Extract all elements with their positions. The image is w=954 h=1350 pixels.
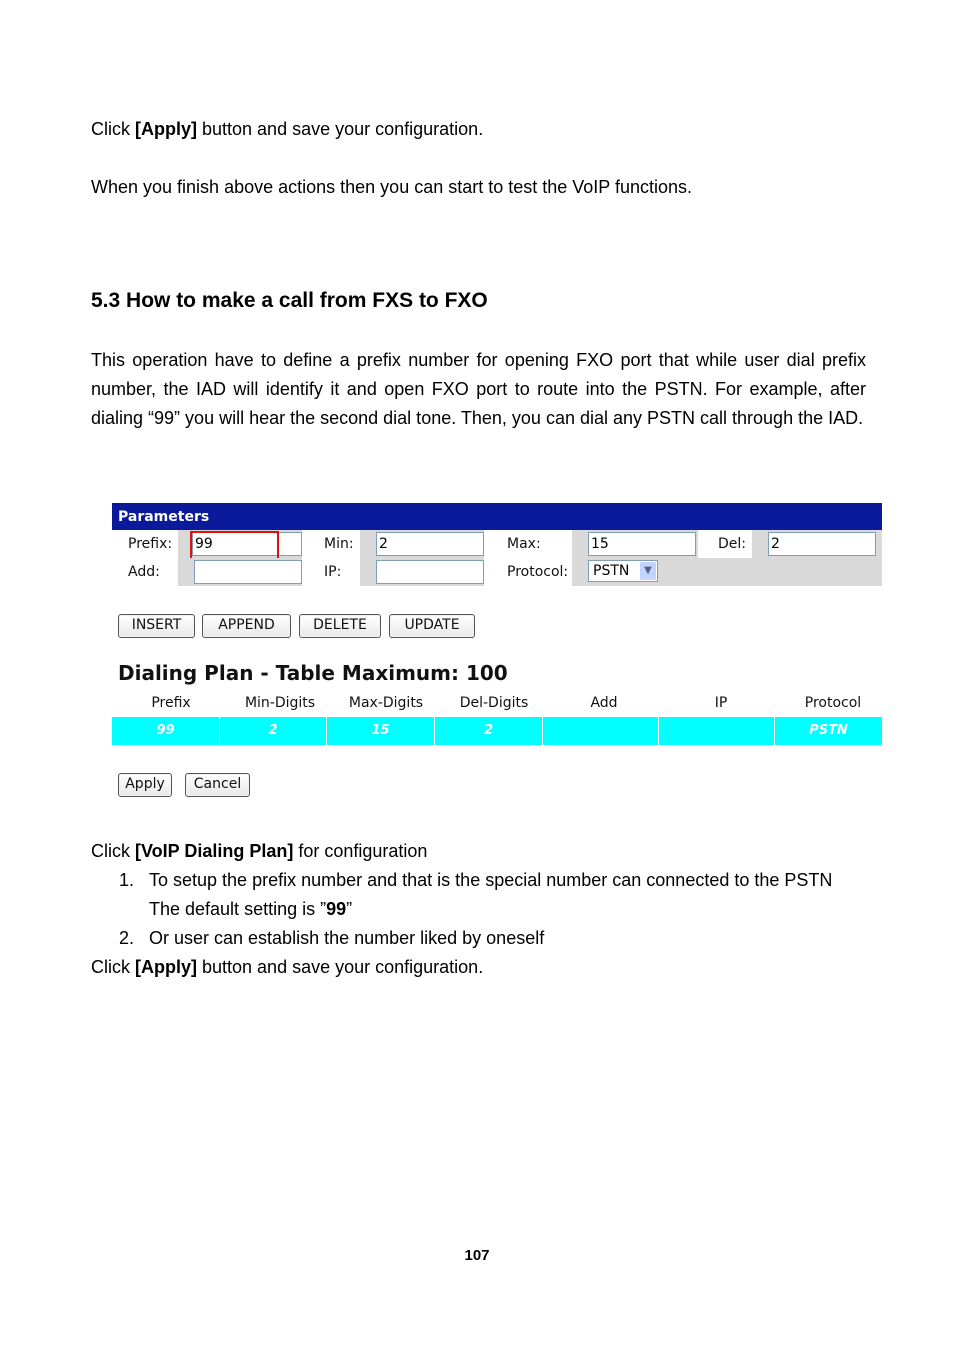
list-number: 1. <box>119 870 135 890</box>
column-header-max-digits: Max-Digits <box>348 695 424 711</box>
text: Click <box>91 841 135 861</box>
update-button[interactable]: UPDATE <box>389 614 475 638</box>
table-row[interactable] <box>112 717 882 745</box>
apply-instruction-2 <box>91 953 866 982</box>
protocol-selected-value: PSTN <box>593 563 630 579</box>
max-label: Max: <box>507 536 541 552</box>
step-text: To setup the prefix number and that is the special number can connected to the PSTN <box>149 870 833 890</box>
add-label: Add: <box>128 564 160 580</box>
append-button[interactable]: APPEND <box>202 614 291 638</box>
parameters-row-1 <box>112 530 882 558</box>
text: button and save your configuration. <box>197 957 484 977</box>
column-header-min-digits: Min-Digits <box>244 695 316 711</box>
apply-reference: [Apply] <box>135 119 197 139</box>
list-number: 2. <box>119 928 135 948</box>
apply-button[interactable]: Apply <box>118 773 172 797</box>
protocol-select[interactable] <box>588 560 658 582</box>
list-item <box>91 924 871 953</box>
cell-add <box>543 717 659 745</box>
min-label: Min: <box>324 536 354 552</box>
voip-dialing-plan-screenshot <box>112 503 882 803</box>
column-header-add: Add <box>590 695 618 711</box>
max-input[interactable]: 15 <box>588 532 696 556</box>
column-header-prefix: Prefix <box>151 695 191 711</box>
prefix-label: Prefix: <box>128 536 173 552</box>
del-input[interactable]: 2 <box>768 532 876 556</box>
insert-button[interactable]: INSERT <box>118 614 195 638</box>
apply-instruction <box>91 115 866 144</box>
cancel-button[interactable]: Cancel <box>185 773 250 797</box>
parameters-row-2 <box>112 558 882 586</box>
column-header-del-digits: Del-Digits <box>459 695 529 711</box>
add-input[interactable] <box>194 560 302 584</box>
section-heading: 5.3 How to make a call from FXS to FXO <box>91 289 488 312</box>
cell-prefix: 99 <box>112 717 220 745</box>
step-text: Or user can establish the number liked by oneself <box>149 928 545 948</box>
text: Click <box>91 957 135 977</box>
section-body: This operation have to define a prefix number for opening FXO port that while user dial prefix number, the IAD will identify it and open FXO port to route into the PSTN. For example, after dialing “99” you will hear the second dial tone. Then, you can dial any PSTN call through the IAD. <box>91 350 866 428</box>
prefix-input[interactable]: 99 <box>192 532 302 556</box>
ip-input[interactable] <box>376 560 484 584</box>
list-item <box>91 866 871 924</box>
parameters-header: Parameters <box>112 503 882 530</box>
cell-protocol: PSTN <box>809 723 848 738</box>
finish-text: When you finish above actions then you can start to test the VoIP functions. <box>91 177 693 197</box>
protocol-label: Protocol: <box>507 564 569 580</box>
page-number: 107 <box>464 1247 490 1264</box>
apply-reference: [Apply] <box>135 957 197 977</box>
column-header-protocol: Protocol <box>804 695 862 711</box>
column-header-ip: IP <box>714 695 728 711</box>
dialing-plan-title: Dialing Plan - Table Maximum: 100 <box>118 661 508 685</box>
cell-min-digits: 2 <box>220 717 327 745</box>
default-value: 99 <box>326 899 347 919</box>
step-text: ” <box>346 899 353 919</box>
ip-label: IP: <box>324 564 342 580</box>
chevron-down-icon[interactable]: ▼ <box>640 562 656 580</box>
menu-reference: [VoIP Dialing Plan] <box>135 841 294 861</box>
cell-max-digits: 15 <box>327 717 435 745</box>
instruction-steps <box>91 866 871 953</box>
del-label: Del: <box>718 536 746 552</box>
cell-del-digits: 2 <box>435 717 543 745</box>
text: Click <box>91 119 135 139</box>
cell-ip <box>659 717 775 745</box>
text: button and save your configuration. <box>197 119 484 139</box>
step-text: The default setting is ” <box>149 899 327 919</box>
delete-button[interactable]: DELETE <box>299 614 381 638</box>
dialing-plan-instruction <box>91 837 866 866</box>
min-input[interactable]: 2 <box>376 532 484 556</box>
text: for configuration <box>293 841 428 861</box>
